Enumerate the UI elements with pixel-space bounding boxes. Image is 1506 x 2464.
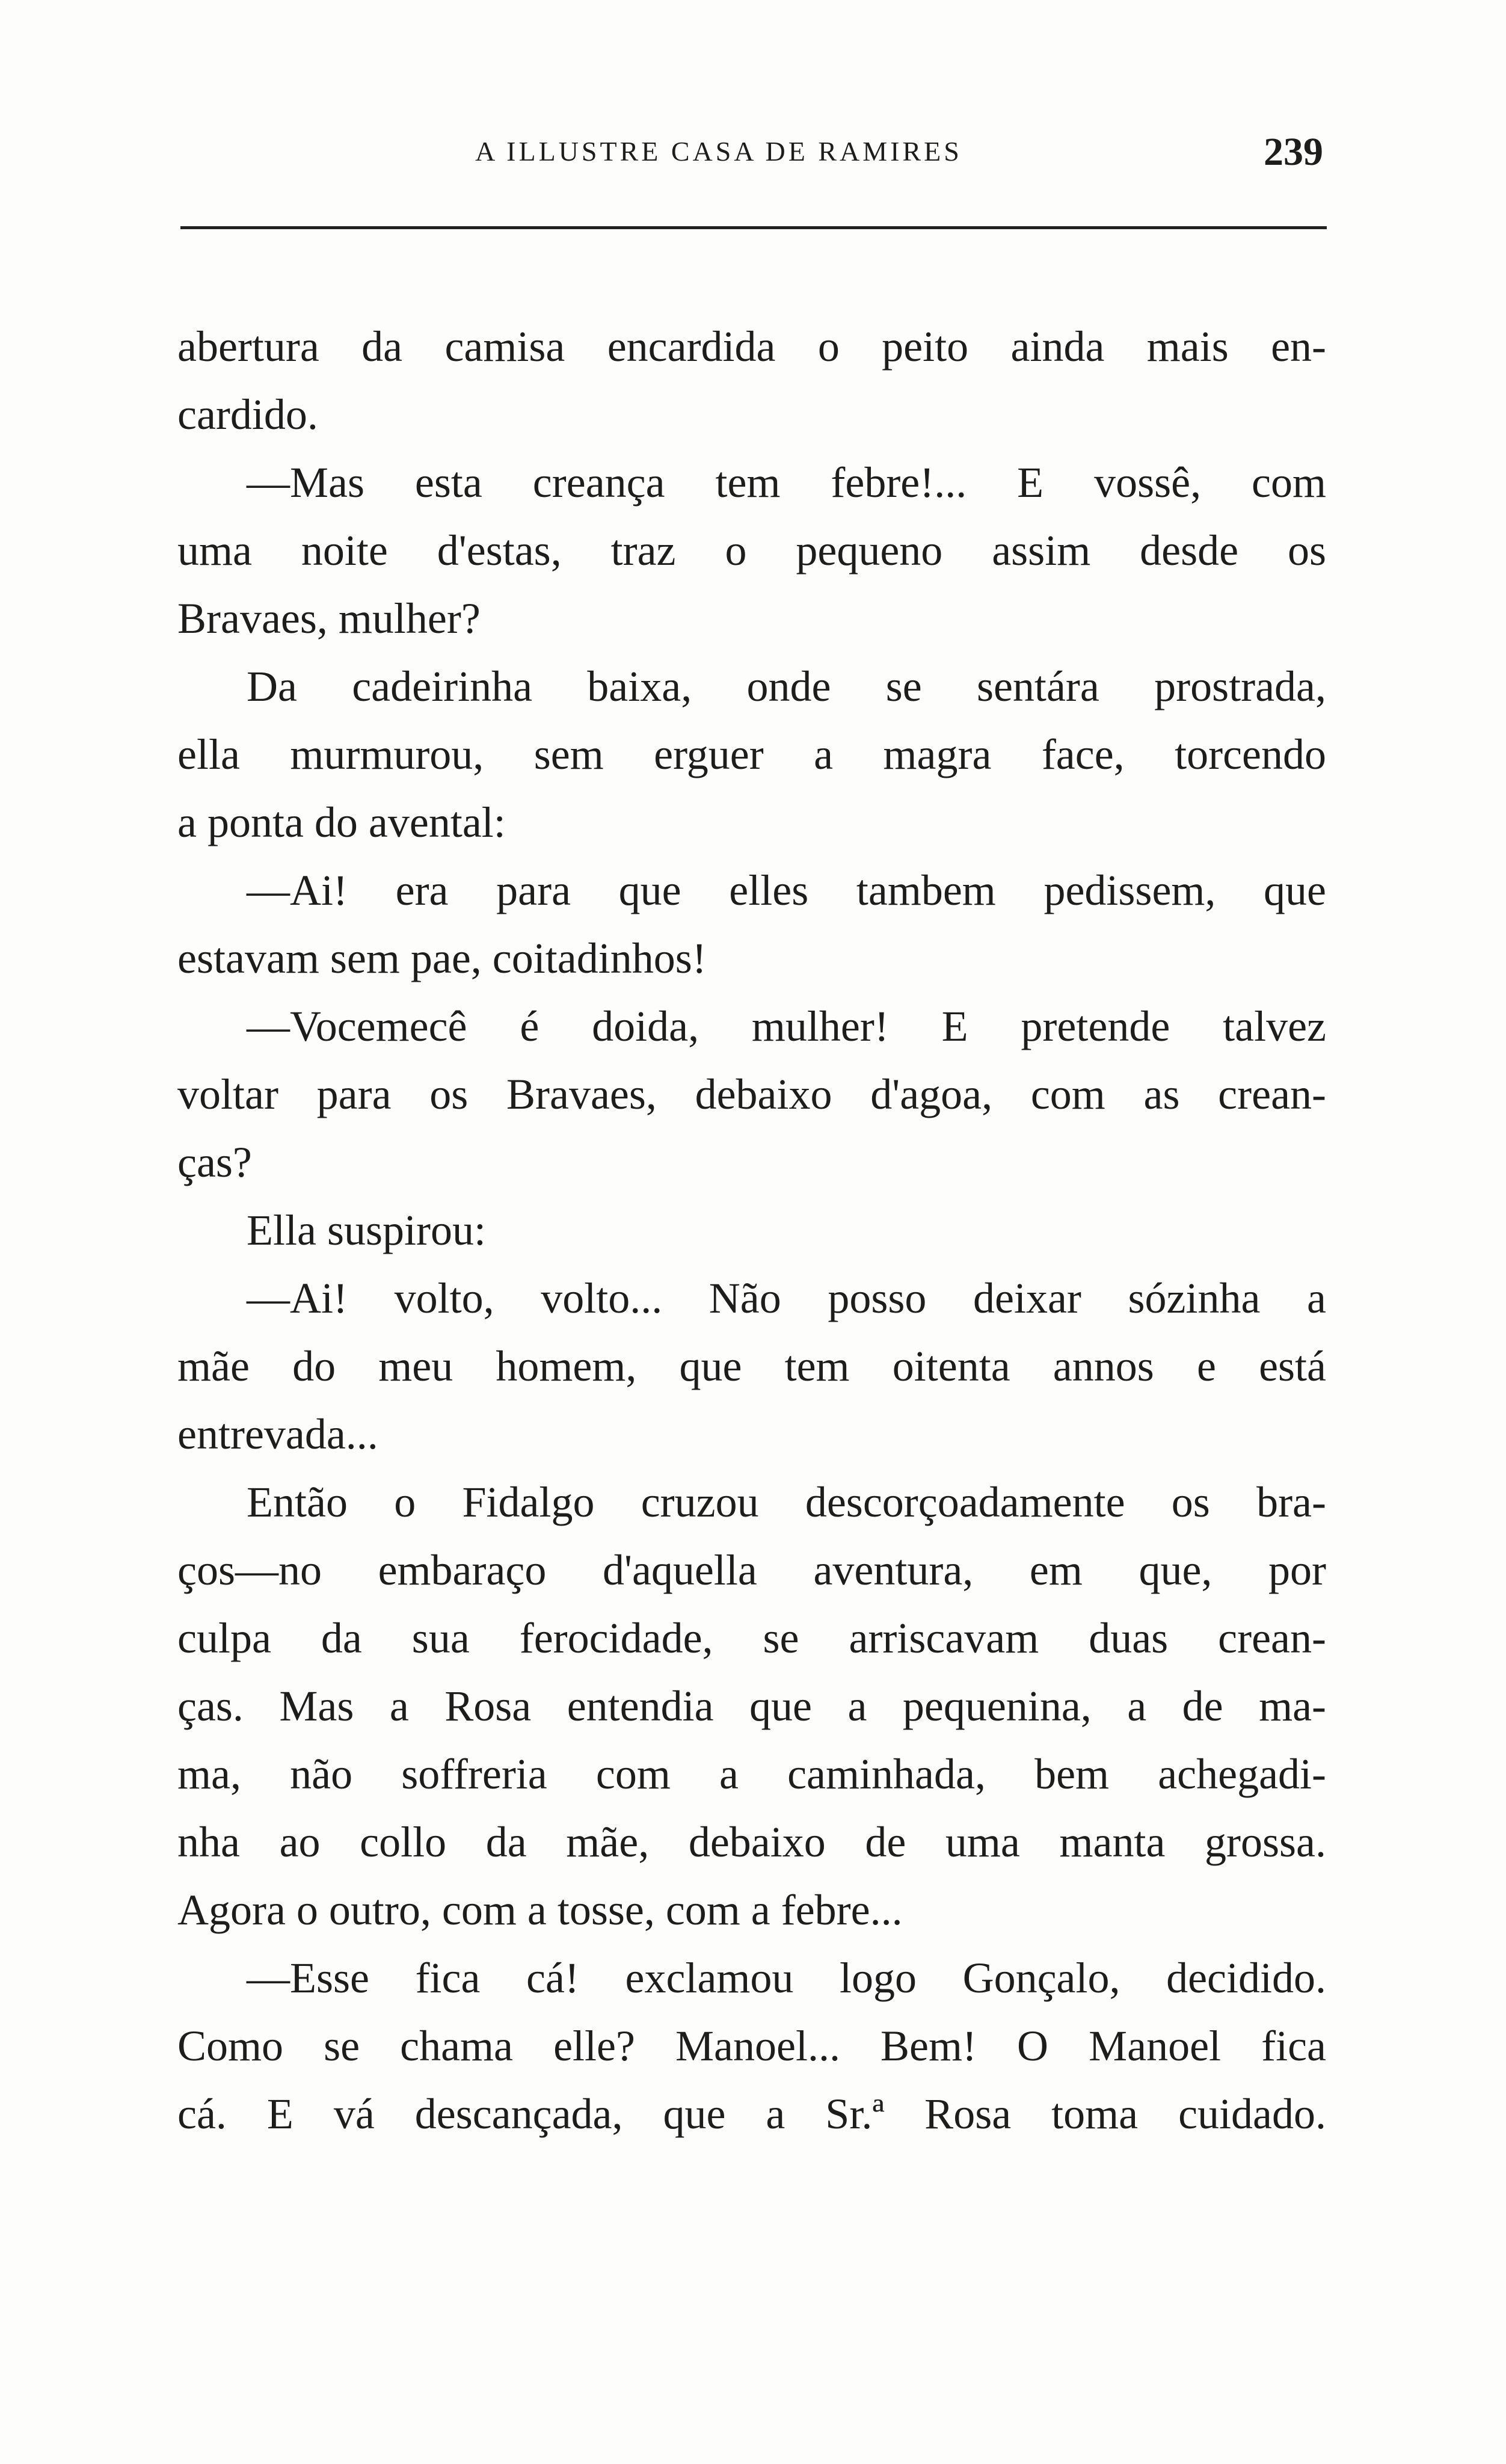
text-line: nha ao collo da mãe, debaixo de uma manta grossa. — [177, 1818, 1326, 1866]
text-line: uma noite d'estas, traz o pequeno assim desde os — [177, 526, 1326, 574]
text-line: —Mas esta creança tem febre!... E vossê, com — [247, 458, 1326, 507]
text-line: —Vocemecê é doida, mulher! E pretende talvez — [247, 1002, 1326, 1050]
text-line: —Ai! era para que elles tambem pedissem, que — [247, 866, 1326, 914]
text-line: cardido. — [177, 390, 318, 439]
text-line: culpa da sua ferocidade, se arriscavam duas crean- — [177, 1614, 1326, 1662]
text-line: ma, não soffreria com a caminhada, bem achegadi- — [177, 1750, 1326, 1798]
text-line: mãe do meu homem, que tem oitenta annos e está — [177, 1342, 1326, 1390]
text-line: cá. E vá descançada, que a Sr.ª Rosa toma cuidado. — [177, 2090, 1326, 2138]
text-line: Então o Fidalgo cruzou descorçoadamente os bra- — [247, 1478, 1326, 1526]
text-line: a ponta do avental: — [177, 798, 506, 846]
body-text — [177, 313, 1326, 2148]
page-number: 239 — [1264, 130, 1323, 174]
text-line: Bravaes, mulher? — [177, 594, 481, 642]
text-line: —Ai! volto, volto... Não posso deixar sózinha a — [247, 1274, 1326, 1322]
text-line: —Esse fica cá! exclamou logo Gonçalo, decidido. — [247, 1954, 1326, 2002]
text-line: entrevada... — [177, 1410, 378, 1458]
text-line: Agora o outro, com a tosse, com a febre... — [177, 1886, 903, 1934]
text-line: Da cadeirinha baixa, onde se sentára prostrada, — [247, 662, 1326, 710]
text-line: ças? — [177, 1138, 252, 1186]
running-head — [180, 130, 1323, 183]
text-line: abertura da camisa encardida o peito ainda mais en- — [177, 322, 1326, 371]
text-line: ças. Mas a Rosa entendia que a pequenina, a de ma- — [177, 1682, 1326, 1730]
text-line: voltar para os Bravaes, debaixo d'agoa, com as crean- — [177, 1070, 1326, 1118]
text-line: Ella suspirou: — [247, 1206, 486, 1254]
header-rule — [180, 226, 1327, 229]
text-line: Como se chama elle? Manoel... Bem! O Manoel fica — [177, 2022, 1326, 2070]
text-line: ços—no embaraço d'aquella aventura, em que, por — [177, 1546, 1326, 1594]
text-line: ella murmurou, sem erguer a magra face, torcendo — [177, 730, 1326, 778]
running-title: A ILLUSTRE CASA DE RAMIRES — [475, 136, 962, 167]
text-line: estavam sem pae, coitadinhos! — [177, 934, 707, 982]
